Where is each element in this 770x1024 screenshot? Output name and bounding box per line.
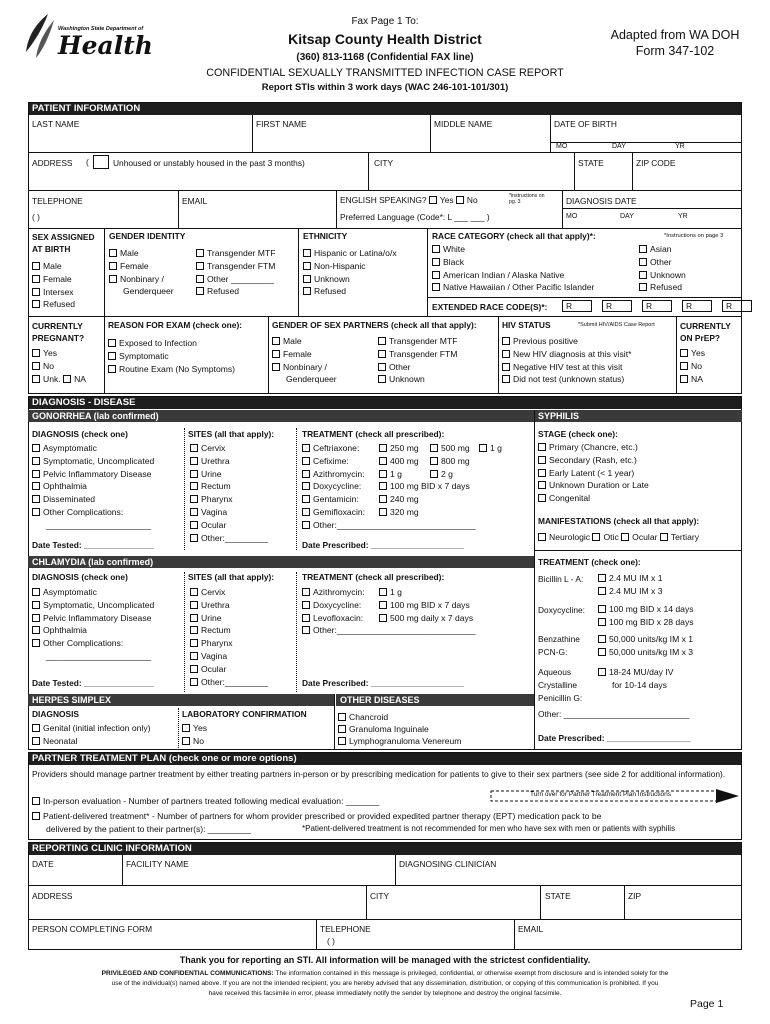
checkbox[interactable]	[432, 271, 440, 279]
other-diseases-title: OTHER DISEASES	[336, 694, 534, 706]
agency-name: Kitsap County Health District	[288, 31, 482, 47]
checkbox[interactable]	[190, 588, 198, 596]
syph-doxy-label: Doxycycline:	[538, 605, 586, 615]
checkbox[interactable]	[538, 456, 546, 464]
checkbox[interactable]	[430, 457, 438, 465]
partner-intro: Providers should manage partner treatment by either treating partners in-person or by prescribing medication for patients to give to their sex partners (see side 2 for additional information).	[32, 769, 726, 779]
section-patient-info: PATIENT INFORMATION	[28, 102, 742, 115]
checkbox[interactable]	[190, 626, 198, 634]
race-code-box[interactable]: R	[682, 300, 712, 312]
checkbox[interactable]	[432, 258, 440, 266]
unhoused-checkbox[interactable]	[93, 155, 109, 169]
form-title: CONFIDENTIAL SEXUALLY TRANSMITTED INFECTION CASE REPORT	[206, 67, 564, 79]
checkbox[interactable]	[272, 337, 280, 345]
benzathine-label: Benzathine PCN-G:	[538, 634, 580, 657]
facility-name-field[interactable]: FACILITY NAME	[126, 859, 189, 869]
checkbox[interactable]	[379, 470, 387, 478]
gender-col2: Transgender MTF Transgender FTM Other _________ Refused	[196, 247, 275, 298]
manifestations-options: Neurologic Otic Ocular Tertiary	[538, 531, 699, 544]
clinic-email-field[interactable]: EMAIL	[518, 924, 544, 934]
race-col1: White Black American Indian / Alaska Native Native Hawaiian / Other Pacific Islander	[432, 243, 594, 294]
checkbox[interactable]	[32, 797, 40, 805]
checkbox[interactable]	[379, 457, 387, 465]
english-speaking: ENGLISH SPEAKING? Yes No	[340, 195, 478, 205]
dob-yr: YR	[675, 143, 685, 150]
syph-date-prescribed[interactable]: Date Prescribed: __________________	[538, 733, 691, 743]
checkbox[interactable]	[302, 588, 310, 596]
adapted-from: Adapted from WA DOH	[610, 28, 740, 42]
checkbox[interactable]	[430, 444, 438, 452]
gon-date-tested[interactable]: Date Tested: _______________	[32, 540, 154, 550]
race-code-box[interactable]: R	[562, 300, 592, 312]
checkbox[interactable]	[190, 508, 198, 516]
gon-treatment-title: TREATMENT (check all prescribed):	[302, 429, 445, 439]
clinic-city-field[interactable]: CITY	[370, 891, 390, 901]
syph-doxy-options: 100 mg BID x 14 days 100 mg BID x 28 days	[598, 603, 694, 629]
checkbox[interactable]	[32, 495, 40, 503]
chl-diagnosis-title: DIAGNOSIS (check one)	[32, 572, 128, 582]
address-field[interactable]: ADDRESS	[32, 158, 73, 168]
checkbox[interactable]	[432, 245, 440, 253]
fax-to: Fax Page 1 To:	[351, 16, 419, 27]
logo-leaf-icon	[20, 12, 60, 62]
hiv-note: *Submit HIV/AIDS Case Report	[578, 322, 655, 328]
aqueous-options: 18-24 MU/day IV for 10-14 days	[598, 666, 673, 692]
gon-sites: Cervix Urethra Urine Rectum Pharynx Vagina Ocular Other:_________	[190, 442, 268, 544]
checkbox[interactable]	[338, 737, 346, 745]
dob-mo: MO	[556, 143, 568, 150]
pregnant-options: Yes No Unk. NA	[32, 347, 86, 385]
checkbox[interactable]	[32, 601, 40, 609]
logo-small-text: Washington State Department of	[58, 26, 144, 32]
checkbox[interactable]	[502, 375, 510, 383]
extended-race-boxes	[562, 300, 762, 312]
checkbox[interactable]	[302, 457, 310, 465]
inperson-option: In-person evaluation - Number of partners treated following medical evaluation: _______	[32, 795, 379, 808]
turnover-arrow	[490, 789, 740, 803]
checkbox[interactable]	[32, 457, 40, 465]
other-diseases-options: Chancroid Granuloma Inguinale Lymphogranuloma Venereum	[338, 711, 461, 747]
report-within: Report STIs within 3 work days (WAC 246-101-101/301)	[261, 82, 509, 93]
checkbox[interactable]	[680, 349, 688, 357]
gon-date-prescribed[interactable]: Date Prescribed: ____________________	[302, 540, 465, 550]
herpes-diagnosis-title: DIAGNOSIS	[32, 709, 79, 719]
section-partner-treatment: PARTNER TREATMENT PLAN (check one or more options)	[28, 752, 742, 765]
checkbox[interactable]	[680, 362, 688, 370]
checkbox[interactable]	[32, 482, 40, 490]
sex-at-birth-title: SEX ASSIGNED AT BIRTH	[32, 232, 95, 254]
prep-options: Yes No NA	[680, 347, 705, 385]
checkbox[interactable]	[302, 521, 310, 529]
delivered-option-2: delivered by the patient to their partner(s): _________	[46, 824, 251, 834]
race-code-box[interactable]: R	[722, 300, 752, 312]
syphilis-treatment-title: TREATMENT (check one):	[538, 557, 641, 567]
chl-treatment-title: TREATMENT (check all prescribed):	[302, 572, 445, 582]
checkbox[interactable]	[302, 470, 310, 478]
checkbox[interactable]	[190, 614, 198, 622]
race-code-box[interactable]: R	[642, 300, 672, 312]
checkbox[interactable]	[379, 601, 387, 609]
checkbox[interactable]	[379, 495, 387, 503]
checkbox[interactable]	[378, 350, 386, 358]
email-field[interactable]: EMAIL	[182, 196, 208, 206]
herpes-options: Genital (initial infection only) Neonatal	[32, 722, 150, 748]
thank-you: Thank you for reporting an STI. All information will be managed with the strictest confidentiality.	[179, 955, 591, 965]
diag-day: DAY	[620, 213, 634, 220]
checkbox[interactable]	[432, 283, 440, 291]
hiv-options: Previous positive New HIV diagnosis at this visit* Negative HIV test at this visit Did not test (unknown status)	[502, 335, 631, 386]
checkbox[interactable]	[63, 375, 71, 383]
checkbox[interactable]	[502, 337, 510, 345]
diag-yr: YR	[678, 213, 688, 220]
clinic-address-field[interactable]: ADDRESS	[32, 891, 73, 901]
checkbox[interactable]	[190, 678, 198, 686]
checkbox[interactable]	[32, 275, 40, 283]
syphilis-stage-options: Primary (Chancre, etc.) Secondary (Rash, etc.) Early Latent (< 1 year) Unknown Duration or Late Congenital	[538, 441, 649, 505]
dob-field[interactable]: DATE OF BIRTH	[554, 119, 617, 129]
checkbox[interactable]	[109, 275, 117, 283]
checkbox[interactable]	[639, 271, 647, 279]
syphilis-title: SYPHILIS	[534, 410, 742, 422]
clinic-date-field[interactable]: DATE	[32, 859, 54, 869]
sex-option: Female	[32, 273, 75, 286]
partner-gender-col1: Male Female Nonbinary / Genderqueer	[272, 335, 337, 386]
checkbox[interactable]	[303, 287, 311, 295]
checkbox[interactable]	[378, 337, 386, 345]
telephone-field[interactable]: TELEPHONE	[32, 196, 83, 206]
checkbox[interactable]	[538, 481, 546, 489]
checkbox[interactable]	[621, 533, 629, 541]
last-name-field[interactable]: LAST NAME	[32, 119, 80, 129]
checkbox[interactable]	[378, 363, 386, 371]
ethnicity-options: Hispanic or Latina/o/x Non-Hispanic Unknown Refused	[303, 247, 397, 298]
ethnicity-title: ETHNICITY	[303, 231, 348, 241]
gon-treatment: Ceftriaxone: 250 mg 500 mg 1 g Cefixime: 400 mg 800 mg Azithromycin: 1 g 2 g Doxycycline: 100 mg BID x 7 days Gentamicin: 240 mg Gemifloxacin: 320 mg Other:_____________________________	[302, 442, 532, 532]
reason-options: Exposed to Infection Symptomatic Routine Exam (No Symptoms)	[108, 337, 235, 375]
checkbox[interactable]	[680, 375, 688, 383]
chl-treatment: Azithromycin: 1 g Doxycycline: 100 mg BID x 7 days Levofloxacin: 500 mg daily x 7 days Other:_____________________________	[302, 586, 475, 637]
chl-diagnosis-options: Asymptomatic Symptomatic, Uncomplicated Pelvic Inflammatory Disease Ophthalmia Other Complications: ______________________	[32, 586, 154, 663]
checkbox[interactable]	[32, 300, 40, 308]
checkbox[interactable]	[109, 262, 117, 270]
checkbox[interactable]	[190, 495, 198, 503]
gon-diagnosis-title: DIAGNOSIS (check one)	[32, 429, 128, 439]
checkbox[interactable]	[32, 262, 40, 270]
checkbox[interactable]	[639, 258, 647, 266]
checkbox[interactable]	[182, 737, 190, 745]
checkbox[interactable]	[108, 365, 116, 373]
checkbox[interactable]	[196, 249, 204, 257]
checkbox[interactable]	[303, 249, 311, 257]
bicillin-label: Bicillin L - A:	[538, 574, 584, 584]
checkbox[interactable]	[598, 668, 606, 676]
checkbox[interactable]	[196, 275, 204, 283]
checkbox[interactable]	[639, 283, 647, 291]
clinic-zip-field[interactable]: ZIP	[628, 891, 642, 901]
partner-gender-title: GENDER OF SEX PARTNERS (check all that apply):	[272, 320, 477, 330]
checkbox[interactable]	[182, 724, 190, 732]
clinic-phone-blank: ( )	[327, 936, 335, 946]
checkbox[interactable]	[32, 349, 40, 357]
checkbox[interactable]	[639, 245, 647, 253]
checkbox[interactable]	[190, 652, 198, 660]
checkbox[interactable]	[32, 614, 40, 622]
checkbox[interactable]	[598, 618, 606, 626]
checkbox[interactable]	[108, 352, 116, 360]
checkbox[interactable]	[32, 588, 40, 596]
checkbox[interactable]	[302, 495, 310, 503]
prep-title: CURRENTLY ON PrEP?	[680, 321, 731, 343]
pregnant-title: CURRENTLY PREGNANT?	[32, 321, 85, 343]
preferred-language[interactable]: Preferred Language (Code*: L ___ ___ )	[340, 212, 490, 222]
checkbox[interactable]	[538, 494, 546, 502]
diagnosis-date-field[interactable]: DIAGNOSIS DATE	[566, 196, 637, 206]
form-number: Form 347-102	[635, 44, 715, 58]
checkbox[interactable]	[502, 363, 510, 371]
checkbox[interactable]	[379, 614, 387, 622]
checkbox[interactable]	[190, 470, 198, 478]
benzathine-options: 50,000 units/kg IM x 1 50,000 units/kg IM x 3	[598, 633, 693, 659]
chlamydia-title: CHLAMYDIA (lab confirmed)	[28, 556, 534, 568]
checkbox[interactable]	[190, 534, 198, 542]
state-field[interactable]: STATE	[578, 158, 604, 168]
english-yes-checkbox[interactable]	[429, 196, 437, 204]
checkbox[interactable]	[303, 275, 311, 283]
gon-sites-title: SITES (all that apply):	[188, 429, 275, 439]
checkbox[interactable]	[302, 482, 310, 490]
checkbox[interactable]	[379, 444, 387, 452]
sex-option: Intersex	[32, 286, 75, 299]
person-completing-field[interactable]: PERSON COMPLETING FORM	[32, 924, 153, 934]
bicillin-options: 2.4 MU IM x 1 2.4 MU IM x 3	[598, 572, 662, 598]
instr-pg3: *instructions on pg. 3	[509, 193, 545, 205]
checkbox[interactable]	[190, 444, 198, 452]
checkbox[interactable]	[302, 614, 310, 622]
checkbox[interactable]	[108, 339, 116, 347]
syphilis-stage-title: STAGE (check one):	[538, 429, 618, 439]
checkbox[interactable]	[190, 457, 198, 465]
race-title: RACE CATEGORY (check all that apply)*:	[432, 231, 596, 241]
dob-day: DAY	[612, 143, 626, 150]
checkbox[interactable]	[303, 262, 311, 270]
clinic-telephone-field[interactable]: TELEPHONE	[320, 924, 371, 934]
sex-at-birth-options	[32, 260, 75, 311]
checkbox[interactable]	[479, 444, 487, 452]
chl-date-tested[interactable]: Date Tested: _______________	[32, 678, 154, 688]
checkbox[interactable]	[660, 533, 668, 541]
checkbox[interactable]	[378, 375, 386, 383]
checkbox[interactable]	[598, 605, 606, 613]
telephone-blank: ( )	[32, 212, 40, 222]
lab-confirmation-title: LABORATORY CONFIRMATION	[182, 709, 307, 719]
checkbox[interactable]	[32, 375, 40, 383]
checkbox[interactable]	[190, 482, 198, 490]
checkbox[interactable]	[109, 249, 117, 257]
checkbox[interactable]	[32, 508, 40, 516]
checkbox[interactable]	[32, 737, 40, 745]
race-code-box[interactable]: R	[602, 300, 632, 312]
checkbox[interactable]	[302, 626, 310, 634]
checkbox[interactable]	[272, 363, 280, 371]
unhoused-label: Unhoused or unstably housed in the past 3 months)	[113, 158, 305, 168]
reason-title: REASON FOR EXAM (check one):	[108, 320, 243, 330]
checkbox[interactable]	[32, 444, 40, 452]
diag-mo: MO	[566, 213, 578, 220]
section-clinic: REPORTING CLINIC INFORMATION	[28, 842, 742, 855]
checkbox[interactable]	[32, 470, 40, 478]
checkbox[interactable]	[538, 469, 546, 477]
checkbox[interactable]	[592, 533, 600, 541]
checkbox[interactable]	[32, 362, 40, 370]
zip-field[interactable]: ZIP CODE	[636, 158, 676, 168]
checkbox[interactable]	[598, 587, 606, 595]
syph-other[interactable]: Other: ___________________________	[538, 709, 690, 719]
checkbox[interactable]	[379, 588, 387, 596]
checkbox[interactable]	[338, 713, 346, 721]
partner-gender-col2: Transgender MTF Transgender FTM Other Unknown	[378, 335, 457, 386]
gon-diagnosis-options: Asymptomatic Symptomatic, Uncomplicated Pelvic Inflammatory Disease Ophthalmia Disseminated Other Complications: ______________________	[32, 442, 154, 532]
checkbox[interactable]	[379, 508, 387, 516]
checkbox[interactable]	[379, 482, 387, 490]
privileged-notice: PRIVILEGED AND CONFIDENTIAL COMMUNICATIONS: The information contained in this message is privileged, confidential, or otherwise exempt from disclosure and is intended solely for the use of the individual(s) named above. If you are not the intended recipient, you are hereby advised that any dissemination, distribution, or copying of this communication is prohibited. If you have received this facsimile in error, please immediately notify the sender by telephone and destroy the original facsimile.	[101, 970, 669, 997]
checkbox[interactable]	[190, 521, 198, 529]
checkbox[interactable]	[338, 725, 346, 733]
chl-sites: Cervix Urethra Urine Rectum Pharynx Vagina Ocular Other:_________	[190, 586, 268, 688]
city-field[interactable]: CITY	[374, 158, 394, 168]
agency-fax: (360) 813-1168 (Confidential FAX line)	[296, 52, 474, 63]
herpes-title: HERPES SIMPLEX	[28, 694, 334, 706]
checkbox[interactable]	[32, 812, 40, 820]
race-col2: Asian Other Unknown Refused	[639, 243, 686, 294]
diagnosing-clinician-field[interactable]: DIAGNOSING CLINICIAN	[399, 859, 497, 869]
clinic-state-field[interactable]: STATE	[545, 891, 571, 901]
checkbox[interactable]	[302, 601, 310, 609]
first-name-field[interactable]: FIRST NAME	[256, 119, 307, 129]
aqueous-label: Aqueous Crystalline Penicillin G:	[538, 667, 583, 703]
middle-name-field[interactable]: MIDDLE NAME	[434, 119, 493, 129]
checkbox[interactable]	[272, 350, 280, 358]
checkbox[interactable]	[598, 635, 606, 643]
checkbox[interactable]	[32, 626, 40, 634]
checkbox[interactable]	[430, 470, 438, 478]
checkbox[interactable]	[32, 724, 40, 732]
logo	[20, 12, 153, 62]
hiv-title: HIV STATUS	[502, 320, 551, 330]
paren: (	[86, 157, 89, 167]
checkbox[interactable]	[196, 262, 204, 270]
extended-race-title: EXTENDED RACE CODE(S)*:	[432, 302, 548, 312]
manifestations-title: MANIFESTATIONS (check all that apply):	[538, 516, 700, 526]
english-no-checkbox[interactable]	[456, 196, 464, 204]
section-diagnosis: DIAGNOSIS - DISEASE	[28, 396, 742, 409]
gender-col1: Male Female Nonbinary / Genderqueer	[109, 247, 174, 298]
logo-health-text: Health	[58, 31, 153, 60]
lab-confirmation-options: Yes No	[182, 722, 207, 748]
checkbox[interactable]	[32, 639, 40, 647]
checkbox[interactable]	[538, 533, 546, 541]
checkbox[interactable]	[196, 287, 204, 295]
page-number: Page 1	[690, 998, 724, 1010]
checkbox[interactable]	[190, 639, 198, 647]
chl-sites-title: SITES (all that apply):	[188, 572, 275, 582]
checkbox[interactable]	[598, 574, 606, 582]
checkbox[interactable]	[302, 444, 310, 452]
checkbox[interactable]	[190, 601, 198, 609]
sex-option: Refused	[32, 298, 75, 311]
race-instr: *Instructions on page 3	[664, 233, 724, 239]
gonorrhea-title: GONORRHEA (lab confirmed)	[28, 410, 534, 422]
chl-date-prescribed[interactable]: Date Prescribed: ____________________	[302, 678, 465, 688]
ept-note: *Patient-delivered treatment is not recommended for men who have sex with men or patients with syphilis	[302, 824, 676, 833]
checkbox[interactable]	[190, 665, 198, 673]
gender-identity-title: GENDER IDENTITY	[109, 231, 186, 241]
turnover-text: Turn over for Partner Treatment Plan Instructions	[530, 791, 672, 798]
checkbox[interactable]	[502, 350, 510, 358]
checkbox[interactable]	[598, 648, 606, 656]
checkbox[interactable]	[302, 508, 310, 516]
checkbox[interactable]	[32, 288, 40, 296]
sex-option: Male	[32, 260, 75, 273]
checkbox[interactable]	[538, 443, 546, 451]
delivered-option: Patient-delivered treatment* - Number of partners for whom provider prescribed or provided expedited partner therapy (EPT) medication pack to be	[32, 810, 601, 823]
